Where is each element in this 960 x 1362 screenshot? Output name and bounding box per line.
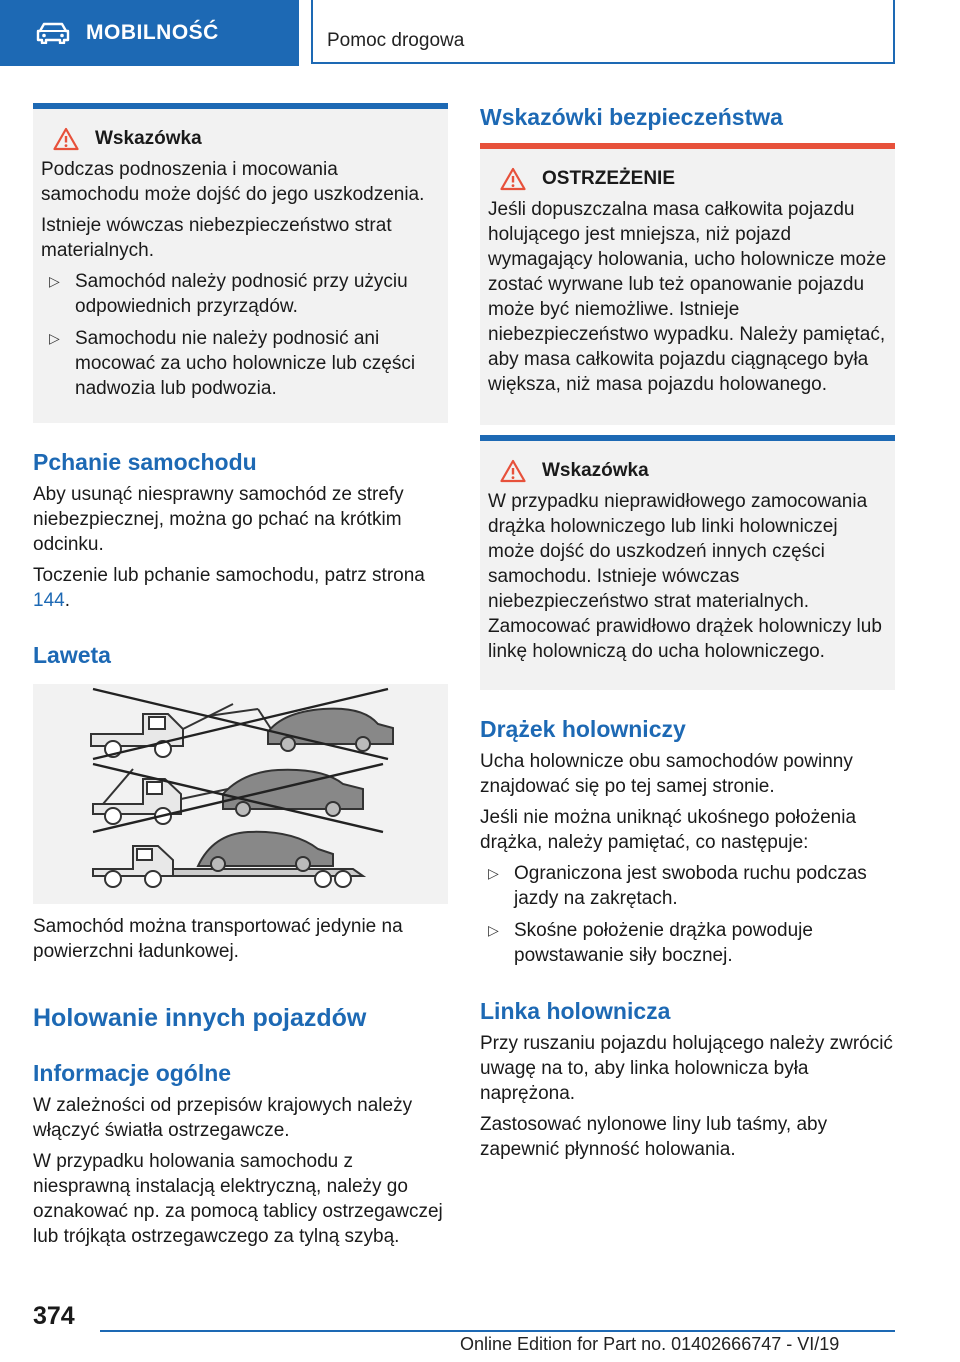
paragraph: Zastosować nylonowe liny lub taśmy, aby zapewnić płynność holowania. [480,1114,828,1160]
section-heading: Pchanie samochodu [33,449,257,475]
warning-triangle-icon [500,167,526,191]
rope-section [480,998,895,1162]
section-heading: Laweta [33,642,111,668]
paragraph: Aby usunąć niesprawny samochód ze strefy niebezpiecznej, można go pchać na krótkim odcinku. [33,484,404,555]
paragraph: W zależności od przepisów krajowych należy włączyć światła ostrzegawcze. [33,1095,413,1141]
laweta-caption [33,914,448,964]
laweta-section [33,642,448,669]
warning-triangle-icon [53,127,79,151]
note-text: Podczas podnoszenia i mocowania samochodu może dojść do jego uszkodzenia. [41,159,425,205]
chapter-tab [311,0,895,64]
bullet-triangle-icon: ▷ [488,865,499,881]
paragraph: Toczenie lub pchanie samochodu, patrz strona 144. [33,565,425,611]
note-list [41,269,440,401]
car-icon [36,22,70,44]
chapter-heading: Holowanie innych pojazdów [33,1004,367,1032]
section-label: MOBILNOŚĆ [86,21,219,44]
paragraph: Przy ruszaniu pojazdu holującego należy zwrócić uwagę na to, aby linka holownicza była naprężona. [480,1033,893,1104]
subsection-heading: Informacje ogólne [33,1060,232,1086]
note-title: Wskazówka [95,128,202,149]
towbar-section [480,716,895,975]
bullet-triangle-icon: ▷ [488,922,499,938]
section-heading: Drążek holowniczy [480,716,686,742]
bullet-triangle-icon: ▷ [49,273,60,289]
footer-divider [100,1330,895,1332]
paragraph: Ucha holownicze obu samochodów powinny znajdować się po tej samej stronie. [480,751,853,797]
towing-section [33,1004,448,1249]
warning-box [480,143,895,425]
section-heading: Linka holownicza [480,998,671,1024]
list-item: ▷ Ograniczona jest swoboda ruchu podczas jazdy na zakrętach. [488,863,867,909]
warning-triangle-icon [500,459,526,483]
push-section [33,449,448,613]
list-item: ▷ Samochód należy podnosić przy użyciu odpowiednich przyrządów. [49,271,408,317]
section-tab[interactable] [0,0,299,66]
tow-vehicles-image [33,684,448,904]
edition-label: Online Edition for Part no. 01402666747 - VI/19 [460,1334,840,1354]
towbar-list [480,861,895,968]
note-text: Istnieje wówczas niebezpieczeństwo strat materialnych. [41,215,392,261]
note-box-towbar [480,435,895,690]
paragraph: W przypadku holowania samochodu z niesprawną instalacją elektryczną, należy go oznakować np. za pomocą tablicy ostrzegawczej lub trójkąta ostrzegawczego za tylną szybą. [33,1151,443,1247]
bullet-triangle-icon: ▷ [49,330,60,346]
page-number: 374 [33,1302,75,1330]
safety-section [480,104,895,131]
warning-text: Jeśli dopuszczalna masa całkowita pojazdu holującego jest mniejsza, niż pojazd wymagający holowania, ucho holownicze może zostać wyrwane lub też opanowanie pojazdu może być niemożliwe. Istnieje niebezpieczeństwo wypadku. Należy pamiętać, aby masa całkowita pojazdu ciągnącego była większa, niż masa pojazdu holowanego. [488,199,887,395]
note-text: W przypadku nieprawidłowego zamocowania drążka holowniczego lub linki holowniczej może dojść do uszkodzeń innych części samochodu. Istnieje wówczas niebezpieczeństwo strat materialnych. Zamocować prawidłowo drążek holowniczy lub linkę holowniczą do ucha holowniczego. [488,491,882,662]
chapter-title: Pomoc drogowa [327,30,465,51]
paragraph: Samochód można transportować jedynie na powierzchni ładunkowej. [33,916,403,962]
section-heading: Wskazówki bezpieczeństwa [480,104,783,130]
warning-title: OSTRZEŻENIE [542,168,676,189]
note-box-lifting [33,103,448,423]
note-title: Wskazówka [542,460,649,481]
tow-truck-illustration [33,684,448,904]
paragraph: Jeśli nie można uniknąć ukośnego położenia drążka, należy pamiętać, co następuje: [480,807,857,853]
list-item: ▷ Samochodu nie należy podnosić ani mocować za ucho holownicze lub części nadwozia lub podwozia. [49,328,416,399]
list-item: ▷ Skośne położenie drążka powoduje powstawanie siły bocznej. [488,920,813,966]
page-link[interactable]: 144 [33,590,65,611]
